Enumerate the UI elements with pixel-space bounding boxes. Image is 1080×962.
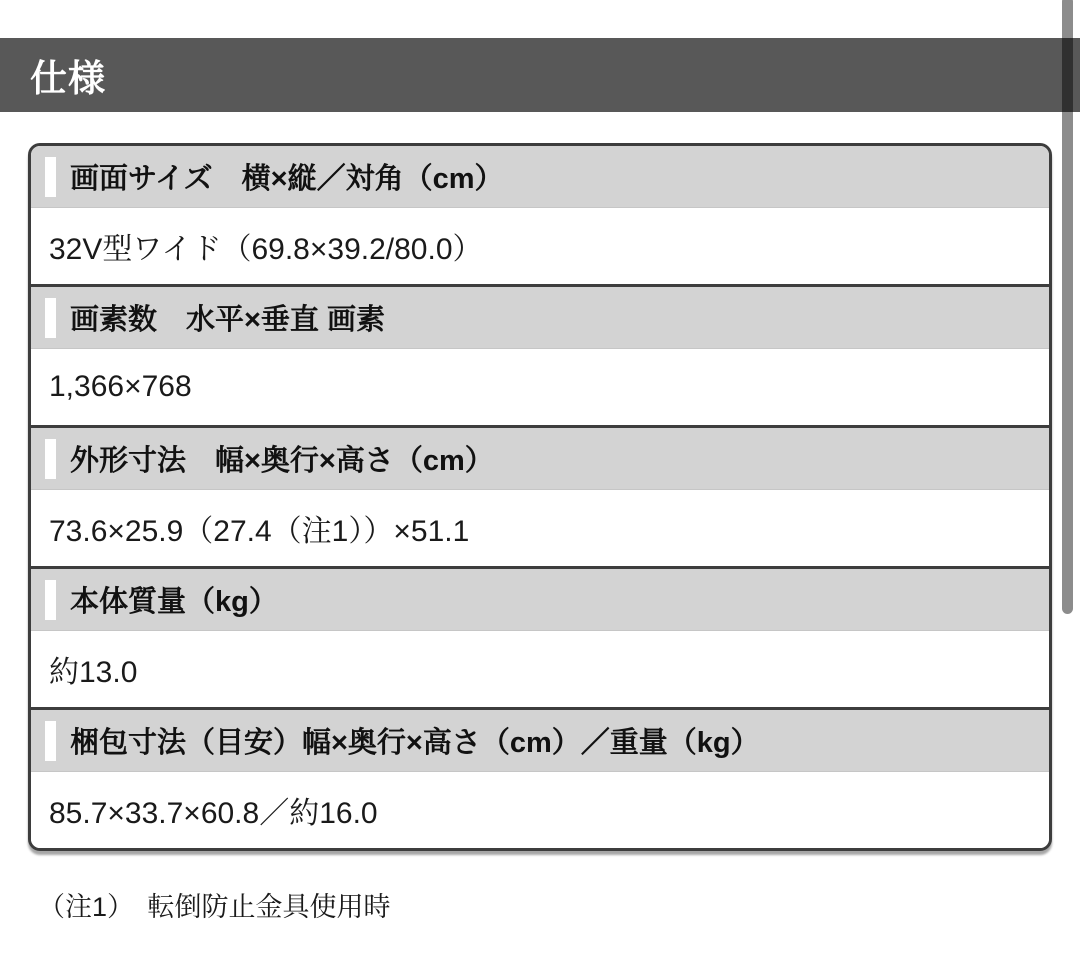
spec-value-row: [31, 631, 1049, 707]
spec-value: 32V型ワイド（69.8×39.2/80.0）: [49, 233, 483, 266]
spec-value: 約13.0: [49, 656, 138, 689]
section-title-bar: [0, 38, 1080, 112]
header-marker-bar: [45, 580, 56, 620]
spec-value-row: [31, 490, 1049, 566]
spec-value-row: [31, 208, 1049, 284]
header-marker-bar: [45, 721, 56, 761]
header-marker-bar: [45, 298, 56, 338]
spec-header-row: [31, 569, 1049, 631]
spec-label: 画面サイズ 横×縦／対角（cm）: [70, 163, 504, 195]
spec-value-row: [31, 349, 1049, 425]
spec-value: 85.7×33.7×60.8／約16.0: [49, 797, 378, 830]
spec-header-row: [31, 287, 1049, 349]
spec-label: 梱包寸法（目安）幅×奥行×高さ（cm）／重量（kg）: [70, 727, 760, 759]
spec-header-row: [31, 710, 1049, 772]
spec-label: 外形寸法 幅×奥行×高さ（cm）: [70, 445, 494, 477]
spec-section-outer-dimensions: [31, 425, 1049, 566]
footnote: （注1） 転倒防止金具使用時: [38, 892, 391, 922]
spec-header-row: [31, 428, 1049, 490]
spec-table: [28, 143, 1052, 851]
spec-section-screen-size: [31, 146, 1049, 284]
spec-value: 73.6×25.9（27.4（注1））×51.1: [49, 515, 470, 548]
spec-section-packaging: [31, 707, 1049, 848]
header-marker-bar: [45, 439, 56, 479]
spec-value: 1,366×768: [49, 370, 192, 403]
spec-value-row: [31, 772, 1049, 848]
spec-label: 本体質量（kg）: [70, 586, 278, 618]
spec-section-weight: [31, 566, 1049, 707]
spec-label: 画素数 水平×垂直 画素: [70, 304, 385, 336]
spec-header-row: [31, 146, 1049, 208]
section-title: 仕様: [30, 58, 106, 99]
spec-section-pixel-count: [31, 284, 1049, 425]
top-white-strip: [0, 0, 1080, 38]
header-marker-bar: [45, 157, 56, 197]
scrollbar-thumb[interactable]: [1062, 0, 1073, 614]
